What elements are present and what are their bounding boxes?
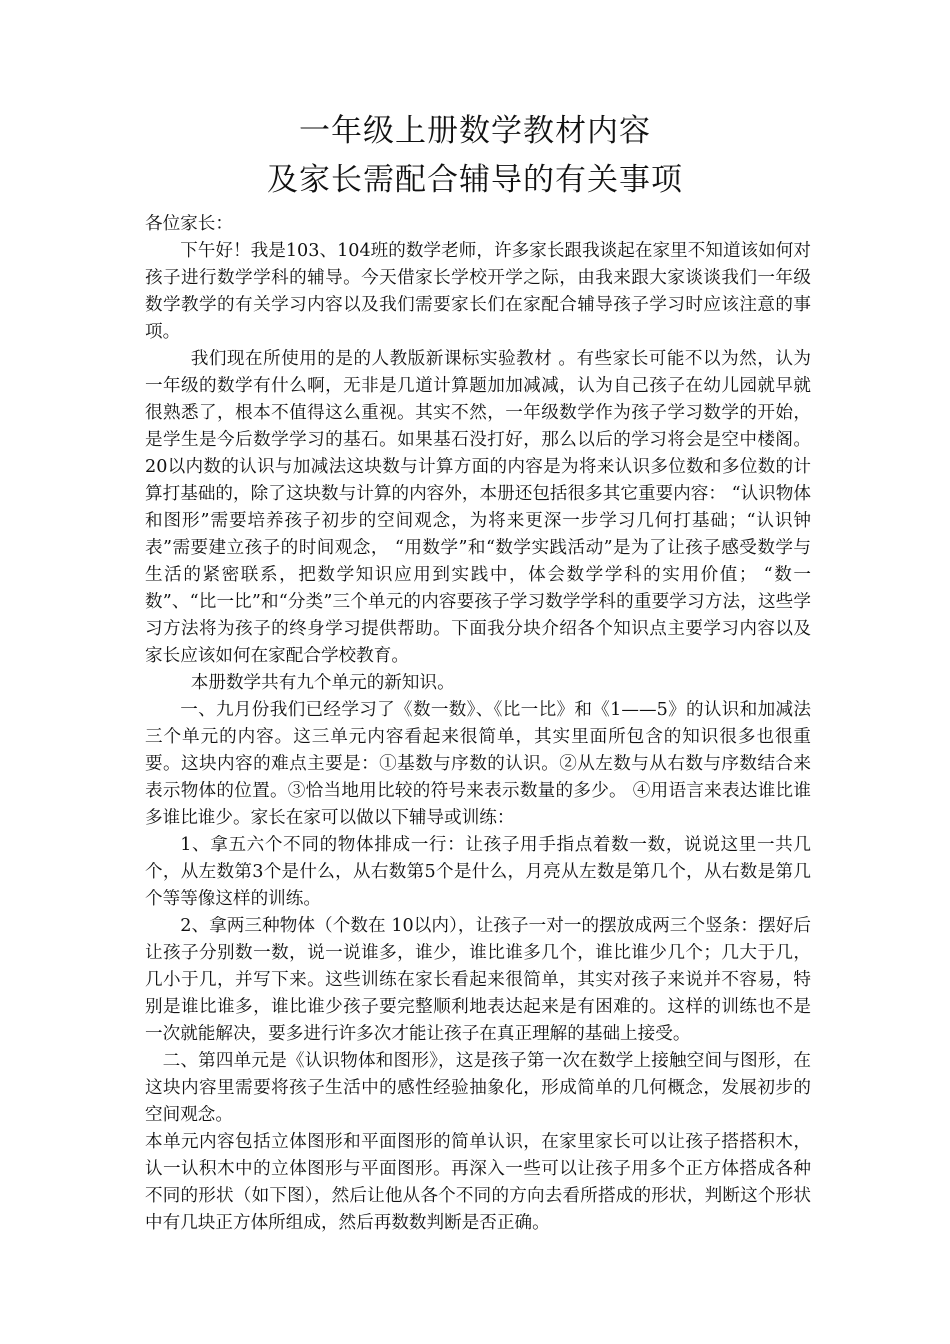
paragraph-greeting: 下午好！我是103、104班的数学老师，许多家长跟我谈起在家里不知道该如何对孩子进行数学学科的辅导。今天借家长学校开学之际，由我来跟大家谈谈我们一年级数学教学的有关学习内容以及我们需要家长们在家配合辅导孩子学习时应该注意的事项。	[145, 241, 811, 342]
paragraph-section-two: 二、第四单元是《认识物体和图形》，这是孩子第一次在数学上接触空间与图形，在这块内容里需要将孩子生活中的感性经验抽象化，形成简单的几何概念，发展初步的空间观念。	[145, 1051, 811, 1125]
paragraph-textbook-intro: 我们现在所使用的是的人教版新课标实验教材 。有些家长可能不以为然，认为一年级的数学有什么啊，无非是几道计算题加加减减，认为自己孩子在幼儿园就早就很熟悉了，根本不值得这么重视。其实不然，一年级数学作为孩子学习数学的开始，是学生是今后数学学习的基石。如果基石没打好，那么以后的学习将会是空中楼阁。20以内数的认识与加减法这块数与计算方面的内容是为将来认识多位数和多位数的计算打基础的，除了这块数与计算的内容外，本册还包括很多其它重要内容： “认识物体和图形”需要培养孩子初步的空间观念，为将来更深一步学习几何打基础；“认识钟表”需要建立孩子的时间观念， “用数学”和“数学实践活动”是为了让孩子感受数学与生活的紧密联系，把数学知识应用到实践中，体会数学学科的实用价值； “数一数”、“比一比”和“分类”三个单元的内容要孩子学习数学学科的重要学习方法，这些学习方法将为孩子的终身学习提供帮助。下面我分块介绍各个知识点主要学习内容以及家长应该如何在家配合学校教育。	[145, 349, 811, 666]
salutation: 各位家长：	[145, 214, 233, 234]
paragraph-section-one: 一、九月份我们已经学习了《数一数》、《比一比》和《1——5》的认识和加减法三个单元的内容。这三单元内容看起来很简单，其实里面所包含的知识很多也很重要。这块内容的难点主要是：①基数与序数的认识。②从左数与从右数与序数结合来表示物体的位置。③恰当地用比较的符号来表示数量的多少。 ④用语言来表达谁比谁多谁比谁少。家长在家可以做以下辅导或训练：	[145, 700, 811, 828]
paragraph-exercise-one: 1、拿五六个不同的物体排成一行：让孩子用手指点着数一数，说说这里一共几个，从左数第3个是什么，从右数第5个是什么，月亮从左数是第几个，从右数是第几个等等像这样的训练。	[145, 835, 811, 909]
paragraph-unit-count: 本册数学共有九个单元的新知识。	[190, 673, 455, 693]
document-title: 一年级上册数学教材内容	[299, 113, 651, 149]
paragraph-exercise-two: 2、拿两三种物体（个数在 10以内），让孩子一对一的摆放成两三个竖条：摆好后让孩子分别数一数，说一说谁多，谁少，谁比谁多几个，谁比谁少几个；几大于几，几小于几，并写下来。这些训练在家长看起来很简单，其实对孩子来说并不容易，特别是谁比谁多，谁比谁少孩子要完整顺利地表达起来是有困难的。这样的训练也不是一次就能解决，要多进行许多次才能让孩子在真正理解的基础上接受。	[145, 916, 811, 1044]
document-subtitle: 及家长需配合辅导的有关事项	[267, 162, 683, 198]
paragraph-unit-content: 本单元内容包括立体图形和平面图形的简单认识，在家里家长可以让孩子搭搭积木，认一认积木中的立体图形与平面图形。再深入一些可以让孩子用多个正方体搭成各种不同的形状（如下图），然后让他从各个不同的方向去看所搭成的形状，判断这个形状中有几块正方体所组成，然后再数数判断是否正确。	[145, 1132, 811, 1233]
document-body	[145, 211, 811, 1237]
